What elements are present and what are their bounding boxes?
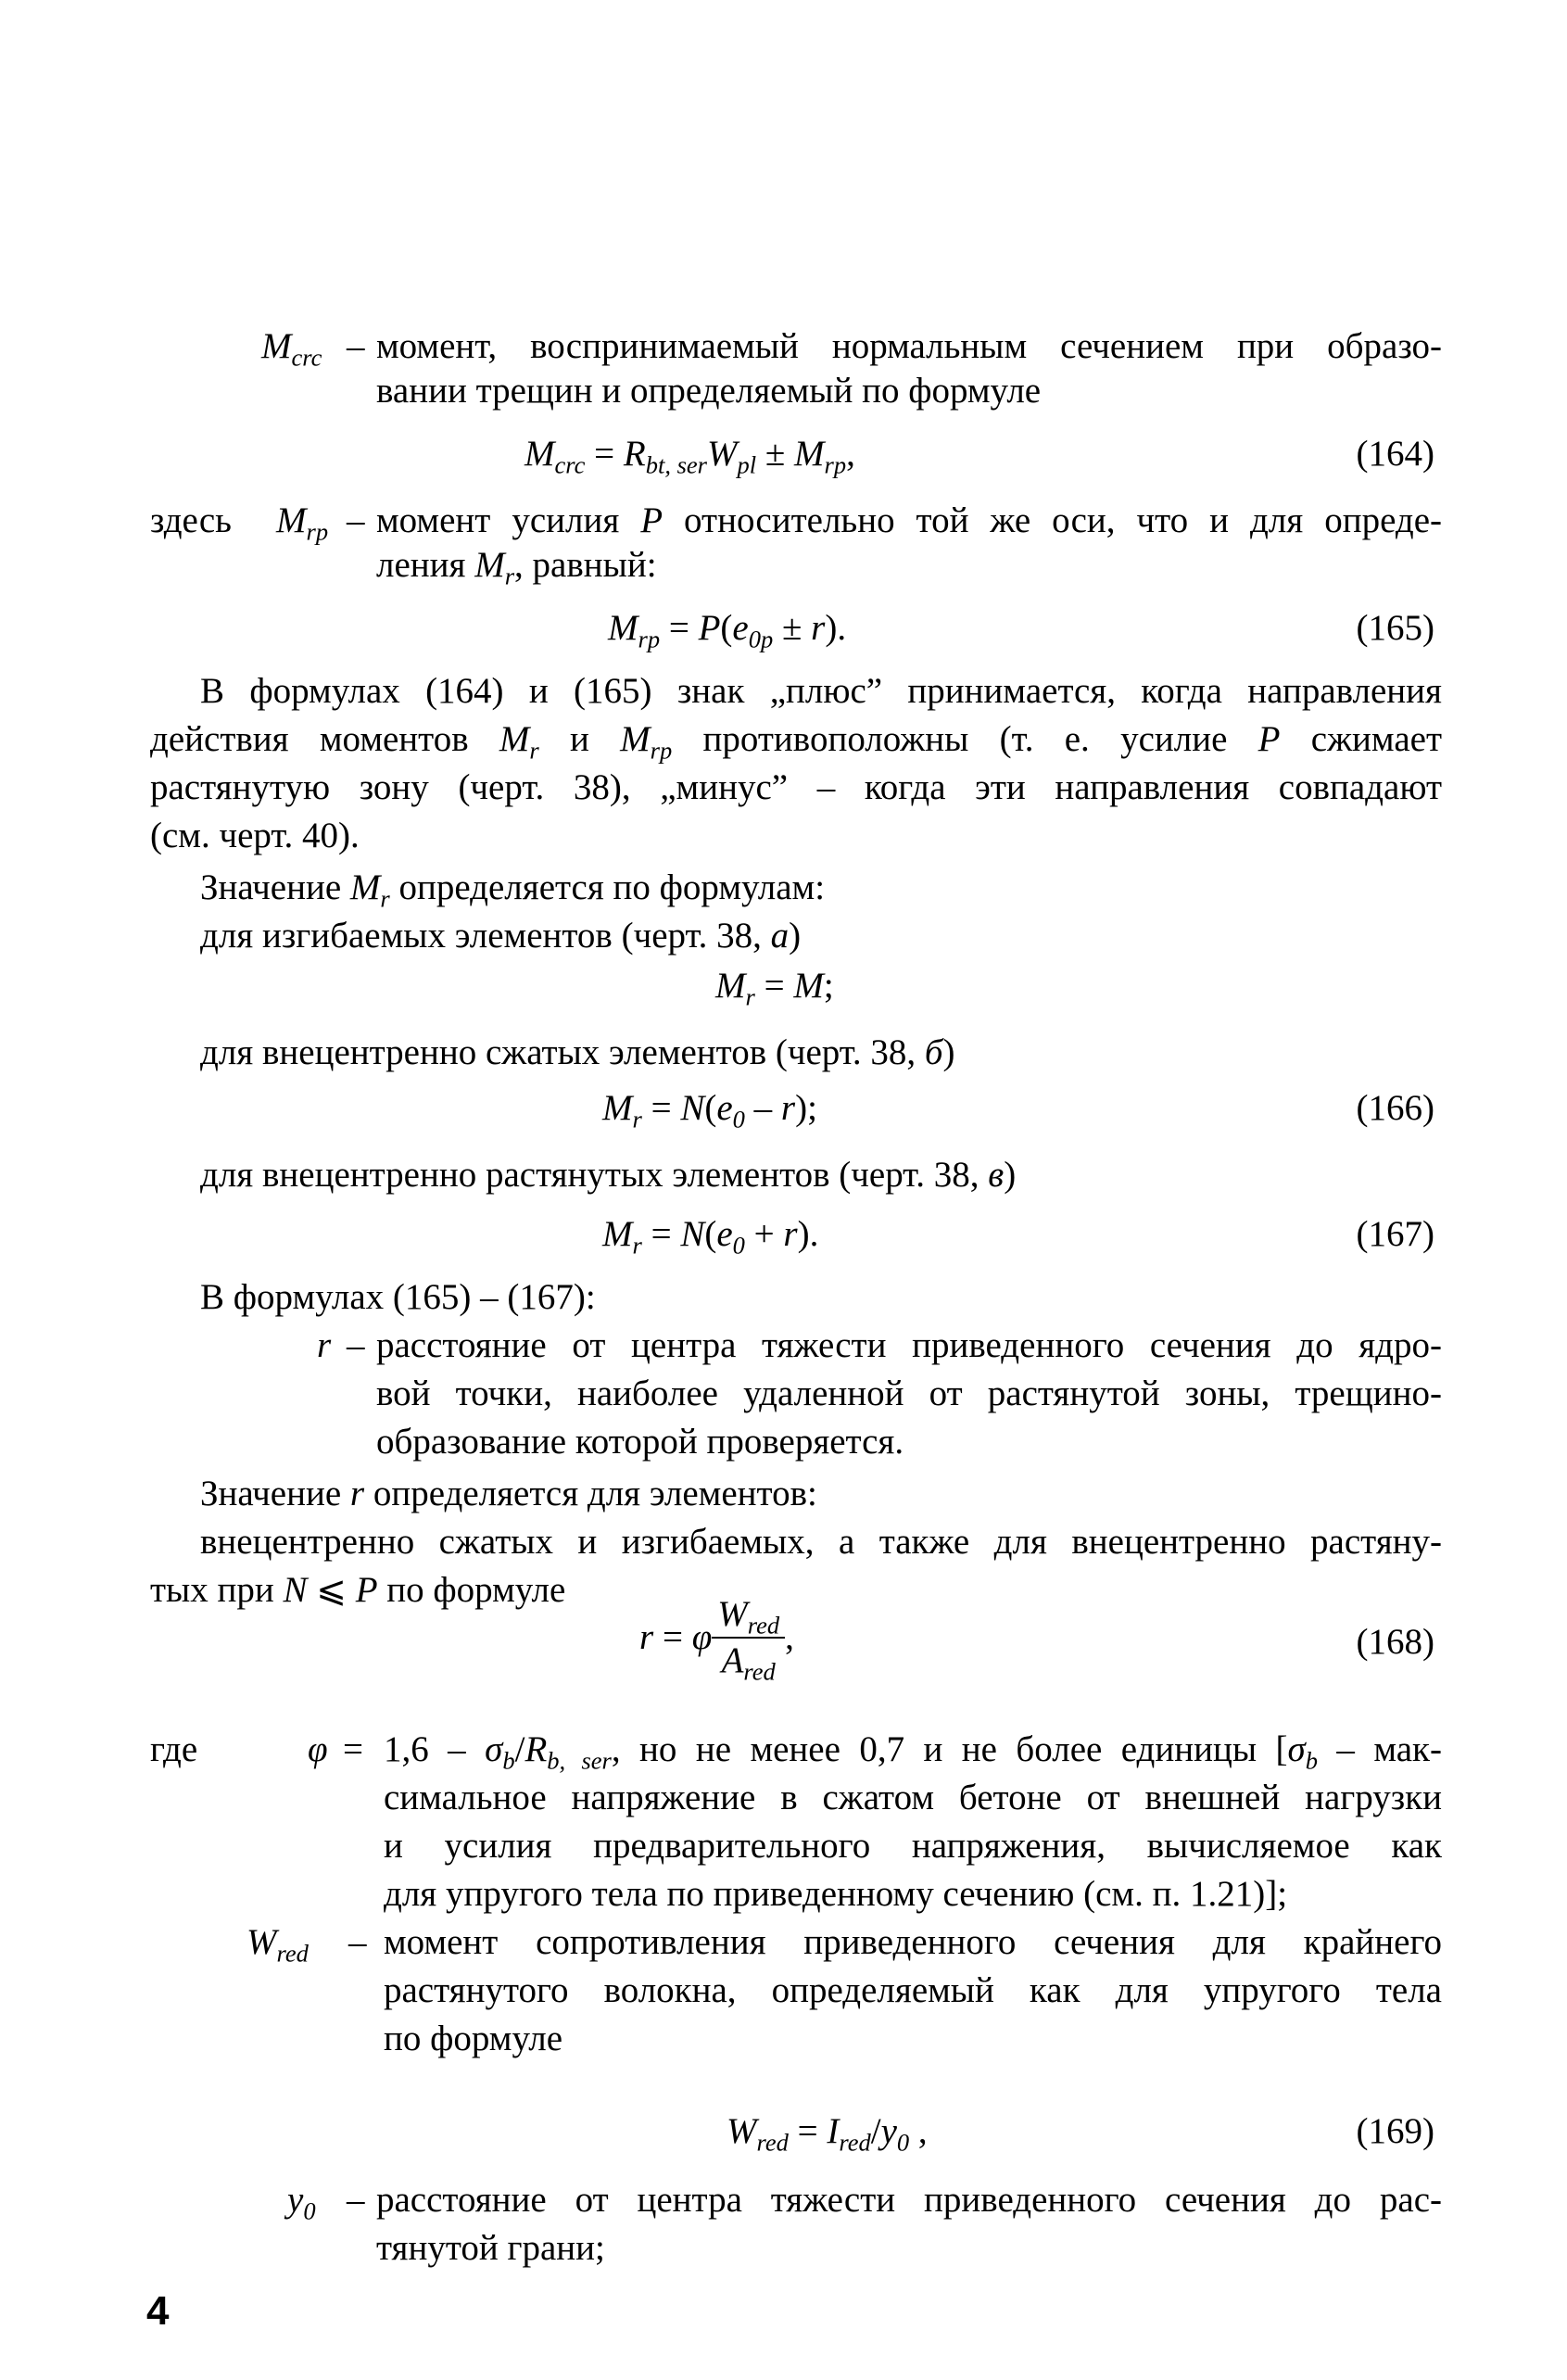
- mcrc-def-line-2: вании трещин и определяемый по формуле: [376, 371, 1042, 411]
- mrp-def-line-2: ления $M_r$, равный:: [376, 545, 657, 590]
- phi-def-line-3: и усилия предварительного напряжения, вычисляемое как: [384, 1826, 1442, 1866]
- equation-168: r = φ $\frac{W_{red}}{A_{red}}$ ,: [639, 1594, 794, 1686]
- equation-167: $M_r = N(e_0 + r)$.: [602, 1214, 819, 1260]
- mr-intro: Значение $M_r$ определяется по формулам:: [200, 867, 826, 913]
- signs-line-1: В формулах (164) и (165) знак „плюс” принимается, когда направления: [200, 671, 1442, 711]
- r-intro: Значение r определяется для элементов:: [200, 1474, 817, 1513]
- label-here: здесь: [150, 500, 232, 540]
- dash-y0: –: [347, 2180, 365, 2220]
- signs-line-4: (см. черт. 40).: [150, 816, 360, 855]
- dash-mrp: –: [347, 500, 365, 540]
- dash-r: –: [347, 1325, 365, 1365]
- y0-def-line-2: тянутой грани;: [376, 2228, 605, 2268]
- term-wred: $W_{red}$: [246, 1922, 309, 1968]
- equation-169: $W_{red} = I_{red}/y_0$ ,: [727, 2111, 928, 2157]
- phi-def-line-1: $1,6 - \sigma_b/R_{b, ser}$, но не менее 0,7 и не более единицы [$\sigma_b - мак-$: [384, 1729, 1442, 1775]
- equation-165: $M_{rp} = P(e_{0p} \pm r)$.: [608, 608, 847, 653]
- dash-mcrc: –: [347, 326, 365, 366]
- y0-def-line-1: расстояние от центра тяжести приведенного сечения до рас-: [376, 2180, 1442, 2220]
- fraction-w-over-a: $\frac{W_{red}}{A_{red}}$: [712, 1594, 785, 1681]
- dash-wred: –: [348, 1922, 367, 1962]
- equation-number-164: (164): [1356, 434, 1434, 474]
- term-phi: φ: [308, 1729, 328, 1769]
- equation-number-167: (167): [1356, 1214, 1434, 1254]
- r-def-line-3: образование которой проверяется.: [376, 1422, 904, 1462]
- label-where: где: [150, 1729, 198, 1769]
- equation-mr-m: $M_r = M$;: [715, 966, 834, 1011]
- term-r: r: [317, 1325, 332, 1365]
- wred-def-line-1: момент сопротивления приведенного сечения для крайнего: [384, 1922, 1442, 1962]
- page-number: 4: [146, 2288, 170, 2334]
- wred-def-line-2: растянутого волокна, определяемый как для упругого тела: [384, 1970, 1442, 2010]
- term-mrp: $M_{rp}$: [276, 500, 329, 546]
- r-elements-line-2: тых при N ⩽ P по формуле: [150, 1570, 566, 1610]
- term-y0: $y_0$: [287, 2180, 316, 2225]
- tensioned-elements: для внецентренно растянутых элементов (черт. 38, в): [200, 1155, 1017, 1195]
- signs-line-3: растянутую зону (черт. 38), „минус” – когда эти направления совпадают: [150, 767, 1442, 807]
- equation-number-166: (166): [1356, 1088, 1434, 1128]
- equation-number-165: (165): [1356, 608, 1434, 648]
- r-def-line-1: расстояние от центра тяжести приведенного сечения до ядро-: [376, 1325, 1442, 1365]
- bending-elements: для изгибаемых элементов (черт. 38, а): [200, 916, 802, 956]
- mrp-def-line-1: момент усилия P относительно той же оси, что и для опреде-: [376, 500, 1443, 540]
- formulas-165-167: В формулах (165) – (167):: [200, 1277, 596, 1317]
- phi-def-line-4: для упругого тела по приведенному сечению (см. п. 1.21)];: [384, 1874, 1288, 1914]
- equation-166: $M_r = N(e_0 - r)$;: [602, 1088, 817, 1133]
- term-mcrc: $M_{crc}$: [261, 326, 322, 372]
- equation-164: $M_{crc} = R_{bt, ser}W_{pl} \pm M_{rp}$,: [524, 434, 855, 479]
- phi-equals: =: [343, 1729, 363, 1769]
- r-elements-line-1: внецентренно сжатых и изгибаемых, а также для внецентренно растяну-: [200, 1522, 1442, 1562]
- phi-def-line-2: симальное напряжение в сжатом бетоне от внешней нагрузки: [384, 1778, 1442, 1817]
- wred-def-line-3: по формуле: [384, 2019, 563, 2058]
- signs-line-2: действия моментов $M_r$ и $M_{rp}$ противоположны (т. е. усилие P сжимает: [150, 719, 1442, 765]
- equation-number-168: (168): [1356, 1622, 1434, 1662]
- mcrc-def-line-1: момент, воспринимаемый нормальным сечением при образо-: [376, 326, 1442, 366]
- r-def-line-2: вой точки, наиболее удаленной от растянутой зоны, трещино-: [376, 1374, 1442, 1413]
- equation-number-169: (169): [1356, 2111, 1434, 2151]
- compressed-elements: для внецентренно сжатых элементов (черт. 38, б): [200, 1032, 955, 1072]
